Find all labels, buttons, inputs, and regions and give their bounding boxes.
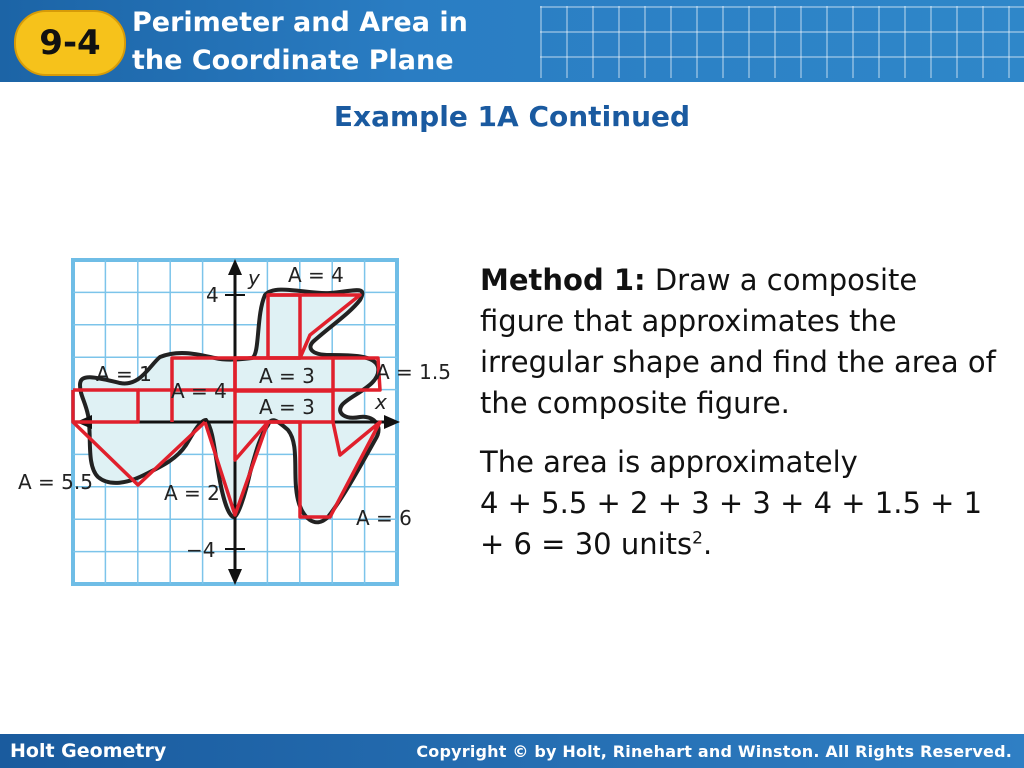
header-grid-pattern <box>540 6 1024 78</box>
area-label-a3-top: A = 3 <box>259 364 315 388</box>
area-label-a3-bottom: A = 3 <box>259 395 315 419</box>
lesson-title-line1: Perimeter and Area in <box>132 7 468 38</box>
y-tick-label-top: 4 <box>206 283 219 307</box>
area-period: . <box>702 527 713 561</box>
coordinate-figure <box>10 255 470 595</box>
lesson-title-line2: the Coordinate Plane <box>132 45 454 76</box>
area-paragraph <box>480 442 1010 565</box>
lesson-title <box>132 4 552 80</box>
area-sum: 4 + 5.5 + 2 + 3 + 3 + 4 + 1.5 + 1 + 6 = 30 units <box>480 486 983 561</box>
area-exponent: 2 <box>692 528 703 549</box>
example-subtitle: Example 1A Continued <box>333 100 691 133</box>
area-label-a4-left: A = 4 <box>171 379 227 403</box>
area-label-a6: A = 6 <box>356 506 412 530</box>
lesson-badge: 9-4 <box>14 10 126 76</box>
footer-course: Holt Geometry <box>10 740 167 762</box>
area-label-a5-5: A = 5.5 <box>18 470 93 494</box>
area-label-a2: A = 2 <box>164 481 220 505</box>
area-label-a1-5: A = 1.5 <box>376 360 451 384</box>
explanation-text <box>480 260 1010 565</box>
method-description: Draw a composite figure that approximates the irregular shape and find the area of the composite figure. <box>480 263 996 420</box>
method-paragraph <box>480 260 1010 424</box>
footer-bar <box>0 734 1024 768</box>
figure-svg <box>10 255 470 595</box>
area-equation <box>480 483 1010 565</box>
y-tick-label-bottom: −4 <box>186 538 216 562</box>
header-bar <box>0 0 1024 82</box>
area-label-a1: A = 1 <box>96 362 152 386</box>
area-label-a4-top: A = 4 <box>288 263 344 287</box>
x-axis-label: x <box>375 390 387 414</box>
y-axis-label: y <box>248 266 260 290</box>
footer-copyright: Copyright © by Holt, Rinehart and Winston. All Rights Reserved. <box>416 742 1012 761</box>
area-intro: The area is approximately <box>480 445 858 479</box>
method-label: Method 1: <box>480 263 646 297</box>
